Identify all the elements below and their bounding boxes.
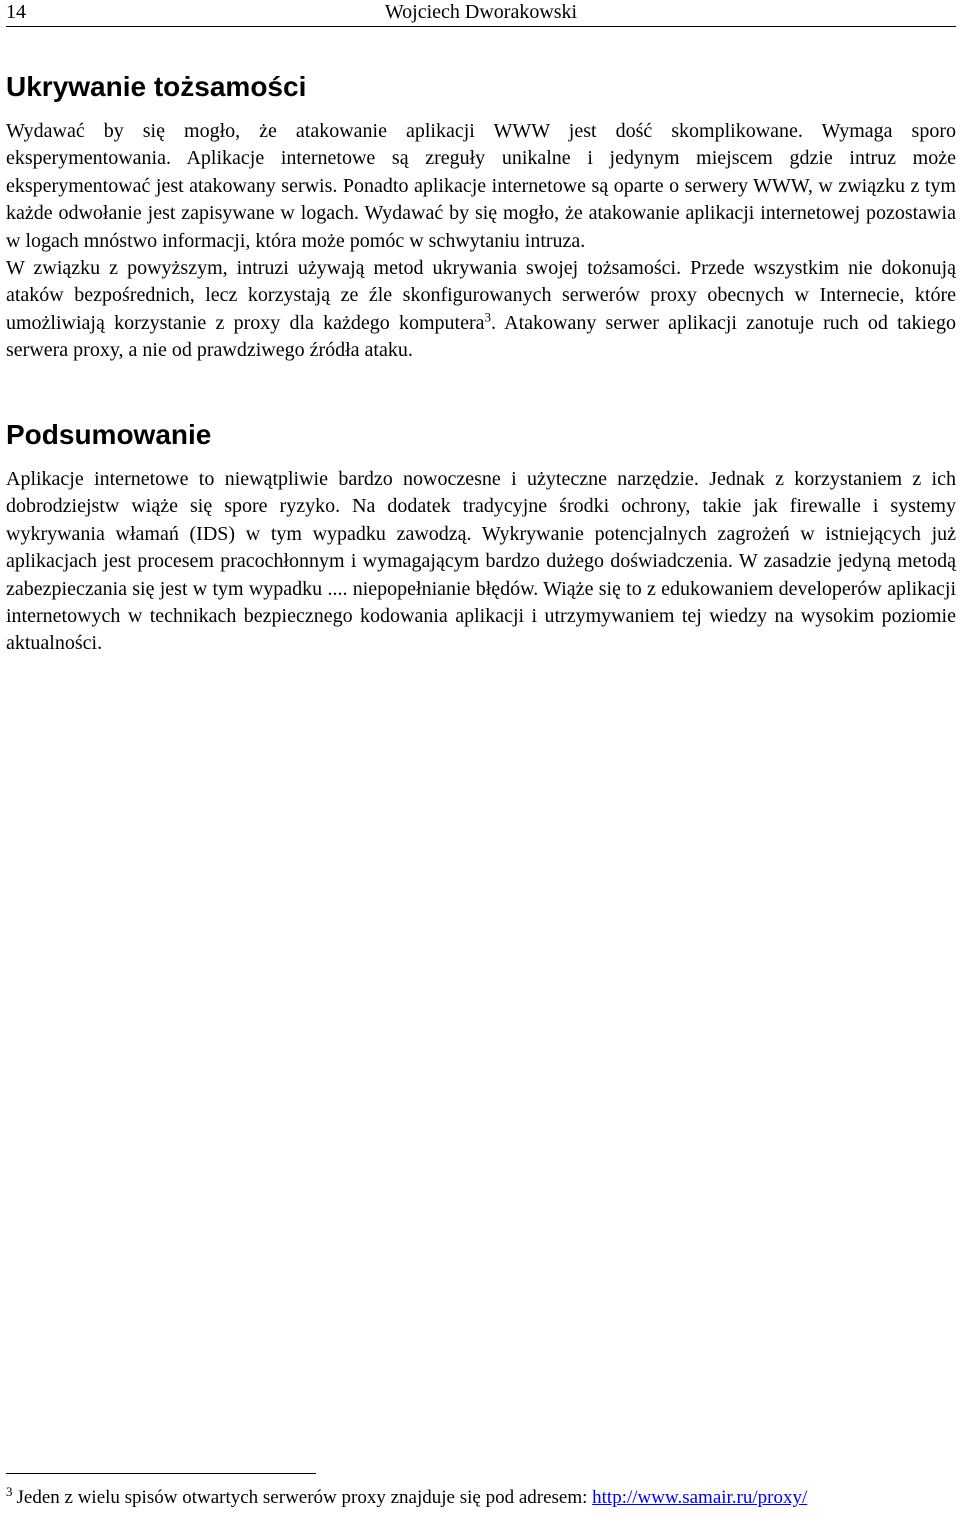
section-heading: Podsumowanie <box>6 419 212 450</box>
footnote <box>6 1483 956 1510</box>
section-podsumowanie <box>6 418 956 658</box>
paragraph-text: . Atakowany serwer aplikacji zanotuje ruch od takiego serwera proxy, a nie od prawdziwego źródła ataku. <box>6 311 956 362</box>
page-number: 14 <box>6 1 26 23</box>
section-ukrywanie-tozsamosci <box>6 70 956 365</box>
footnote-separator <box>6 1473 316 1474</box>
running-header-author: Wojciech Dworakowski <box>384 1 578 23</box>
paragraph: Aplikacje internetowe to niewątpliwie bardzo nowoczesne i użyteczne narzędzie. Jednak z korzystaniem z ich dobrodziejstw wiąże się spore ryzyko. Na dodatek tradycyjne środki ochrony, takie jak firewalle i systemy wykrywania włamań (IDS) w tym wypadku zawodzą. Wykrywanie potencjalnych zagrożeń w istniejących już aplikacjach jest procesem pracochłonnym i wymagającym bardzo dużego doświadczenia. W zasadzie jedyną metodą zabezpieczania się jest w tym wypadku .... niepopełnianie błędów. Wiąże się to z edukowaniem developerów aplikacji internetowych w technikach bezpiecznego kodowania aplikacji i utrzymywaniem tej wiedzy na wysokim poziomie aktualności. <box>6 468 956 655</box>
document-page <box>6 0 956 1513</box>
paragraph-with-footnote-ref <box>6 255 956 365</box>
paragraph: Wydawać by się mogło, że atakowanie aplikacji WWW jest dość skomplikowane. Wymaga sporo eksperymentowania. Aplikacje internetowe są zreguły unikalne i jedynym miejscem gdzie intruz może eksperymentować jest atakowany serwis. Ponadto aplikacje internetowe są oparte o serwery WWW, w związku z tym każde odwołanie jest zapisywane w logach. Wydawać by się mogło, że atakowanie aplikacji internetowej pozostawia w logach mnóstwo informacji, która może pomóc w schwytaniu intruza. <box>6 120 956 252</box>
footnote-mark: 3 <box>6 1483 13 1499</box>
section-heading: Ukrywanie tożsamości <box>6 71 307 102</box>
running-header <box>6 0 956 27</box>
footnote-link[interactable]: http://www.samair.ru/proxy/ <box>592 1487 808 1508</box>
footnote-text: Jeden z wielu spisów otwartych serwerów proxy znajduje się pod adresem: <box>16 1487 593 1508</box>
footnote-reference[interactable]: 3 <box>484 309 492 325</box>
paragraph-text: W związku z powyższym, intruzi używają metod ukrywania swojej tożsamości. Przede wszystkim nie dokonują ataków bezpośrednich, lecz korzystają ze źle skonfigurowanych serwerów proxy obecnych w Internecie, które umożliwiają korzystanie z proxy dla każdego komputera <box>6 257 956 334</box>
